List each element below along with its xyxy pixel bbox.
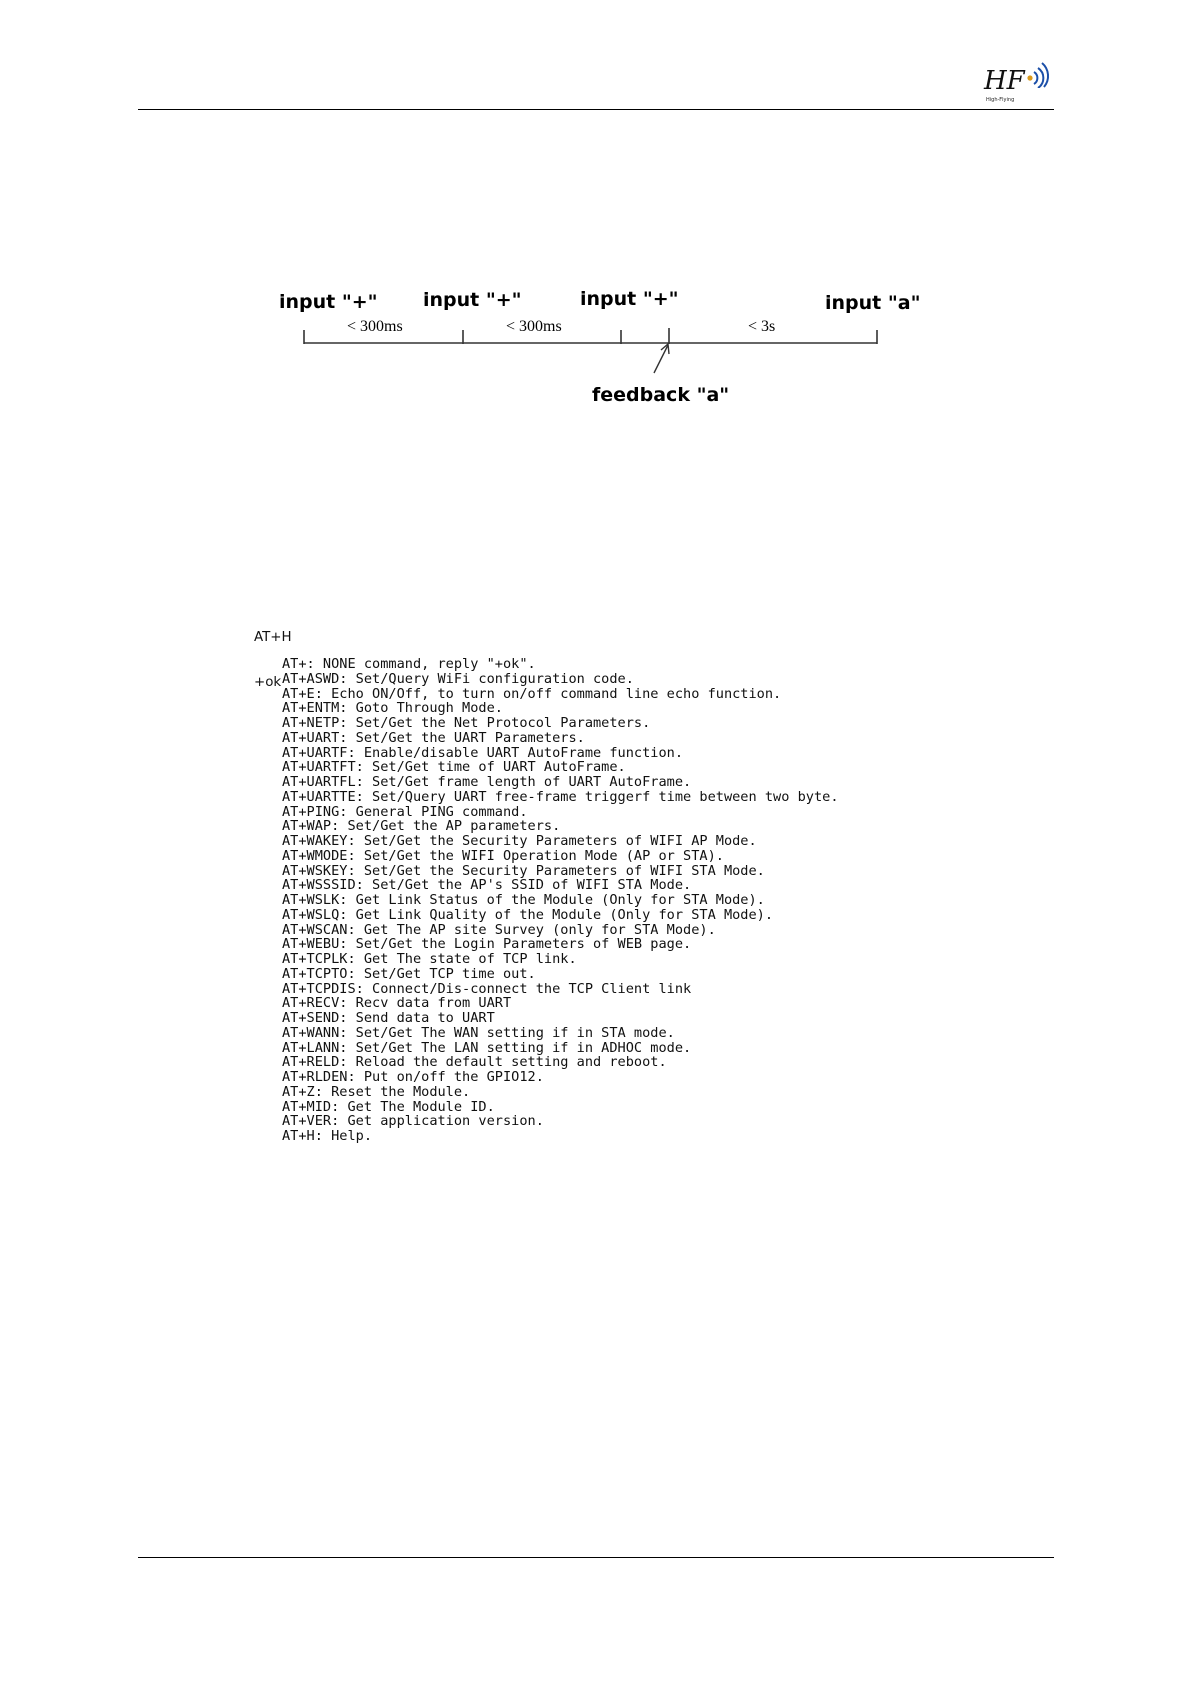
wifi-signal-icon — [1022, 60, 1056, 88]
help-line: AT+ASWD: Set/Query WiFi configuration code. — [282, 670, 634, 687]
help-line: AT+WAP: Set/Get the AP parameters. — [282, 818, 561, 835]
help-line: AT+RLDEN: Put on/off the GPIO12. — [282, 1069, 544, 1085]
help-line: AT+VER: Get application version. — [282, 1113, 544, 1130]
help-line: AT+H: Help. — [282, 1128, 373, 1144]
help-line: AT+LANN: Set/Get The LAN setting if in ADHOC mode. — [282, 1039, 692, 1056]
help-line: AT+UARTTE: Set/Query UART free-frame triggerf time between two byte. — [282, 788, 839, 805]
event-label-input-plus-2: input "+" — [423, 289, 522, 311]
help-line: AT+WANN: Set/Get The WAN setting if in STA mode. — [282, 1024, 675, 1041]
event-label-input-plus-1: input "+" — [279, 291, 378, 313]
help-line: AT+WSLK: Get Link Status of the Module (Only for STA Mode). — [282, 892, 765, 908]
escape-sequence-timing-diagram — [270, 280, 930, 420]
help-line: AT+SEND: Send data to UART — [282, 1010, 495, 1026]
help-line: AT+Z: Reset the Module. — [282, 1083, 471, 1100]
help-line: AT+NETP: Set/Get the Net Protocol Parameters. — [282, 715, 651, 731]
help-line: AT+UART: Set/Get the UART Parameters. — [282, 729, 585, 746]
help-line: AT+E: Echo ON/Off, to turn on/off command line echo function. — [282, 685, 782, 702]
help-line: AT+WAKEY: Set/Get the Security Parameters of WIFI AP Mode. — [282, 833, 757, 849]
help-line: AT+TCPTO: Set/Get TCP time out. — [282, 965, 536, 982]
logo-text: HF — [984, 66, 1025, 96]
help-line: AT+MID: Get The Module ID. — [282, 1098, 495, 1115]
help-line: AT+UARTFL: Set/Get frame length of UART AutoFrame. — [282, 774, 692, 790]
help-line: AT+UARTF: Enable/disable UART AutoFrame function. — [282, 744, 684, 761]
help-line: AT+WMODE: Set/Get the WIFI Operation Mode (AP or STA). — [282, 847, 724, 864]
help-line: AT+WSKEY: Set/Get the Security Parameters of WIFI STA Mode. — [282, 862, 765, 879]
event-label-input-a: input "a" — [825, 292, 921, 314]
help-line: AT+TCPLK: Get The state of TCP link. — [282, 951, 577, 967]
help-line: AT+PING: General PING command. — [282, 803, 528, 820]
help-line: AT+WEBU: Set/Get the Login Parameters of WEB page. — [282, 936, 692, 953]
terminal-command: AT+H — [254, 630, 292, 645]
company-logo — [982, 60, 1052, 108]
help-line: AT+WSCAN: Get The AP site Survey (only for STA Mode). — [282, 921, 716, 938]
terminal-response: +ok — [254, 675, 282, 690]
feedback-label: feedback "a" — [592, 384, 730, 406]
help-line: AT+: NONE command, reply "+ok". — [282, 656, 536, 672]
help-line: AT+RECV: Recv data from UART — [282, 995, 512, 1012]
help-line: AT+RELD: Reload the default setting and reboot. — [282, 1054, 667, 1071]
header-divider — [138, 109, 1054, 110]
event-label-input-plus-3: input "+" — [580, 288, 679, 310]
help-line: AT+TCPDIS: Connect/Dis-connect the TCP Client link — [282, 980, 692, 997]
interval-label: < 300ms — [347, 318, 403, 335]
help-line: AT+WSSSID: Set/Get the AP's SSID of WIFI STA Mode. — [282, 877, 692, 894]
at-command-help-list — [282, 657, 839, 1144]
help-line: AT+UARTFT: Set/Get time of UART AutoFrame. — [282, 759, 626, 776]
logo-tagline: High-Flying — [986, 97, 1015, 103]
interval-label: < 300ms — [506, 318, 562, 335]
interval-label: < 3s — [748, 318, 776, 335]
help-line: AT+WSLQ: Get Link Quality of the Module (Only for STA Mode). — [282, 906, 774, 923]
footer-divider — [138, 1557, 1054, 1558]
help-line: AT+ENTM: Goto Through Mode. — [282, 700, 503, 717]
